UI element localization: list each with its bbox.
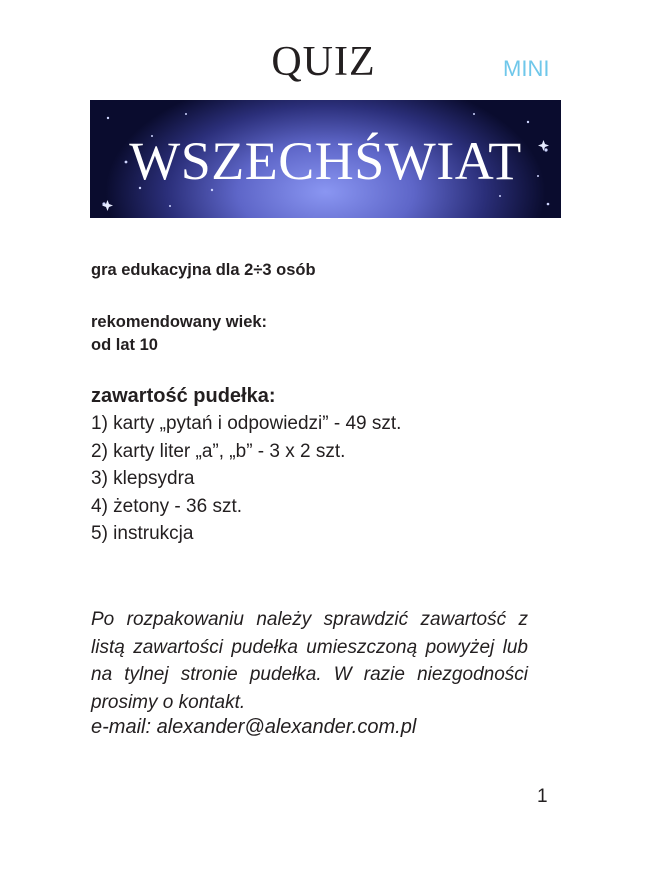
star [473,113,475,115]
note-line: listą zawartości pudełka umieszczoną powyżej lub [91,636,528,658]
age-label: rekomendowany wiek: [91,313,268,331]
banner-title: WSZECHŚWIAT [129,131,522,191]
contents-item: 2) karty liter „a”, „b” - 3 x 2 szt. [91,441,346,462]
contents-item: 5) instrukcja [91,523,194,544]
contents-heading: zawartość pudełka: [91,385,276,407]
unpacking-note [91,606,528,716]
page-number: 1 [537,786,548,807]
contents-item: 4) żetony - 36 szt. [91,496,243,517]
star [185,113,187,115]
note-line: prosimy o kontakt. [91,691,246,713]
mini-badge: MINI [503,56,550,81]
star [107,117,109,119]
star [499,195,501,197]
star [547,203,550,206]
note-line: Po rozpakowaniu należy sprawdzić zawartość z [91,609,528,630]
age-value: od lat 10 [91,336,158,354]
contents-item: 3) klepsydra [91,468,195,489]
players-info: gra edukacyjna dla 2÷3 osób [91,261,316,279]
note-line: na tylnej stronie pudełka. W razie niezgodności [91,664,528,685]
quiz-title: QUIZ [271,39,376,85]
star [527,121,529,123]
banner [90,100,561,218]
contents-item: 1) karty „pytań i odpowiedzi” - 49 szt. [91,413,402,434]
star [169,205,171,207]
star-sparkle [102,200,113,211]
contact-email: e-mail: alexander@alexander.com.pl [91,716,417,738]
